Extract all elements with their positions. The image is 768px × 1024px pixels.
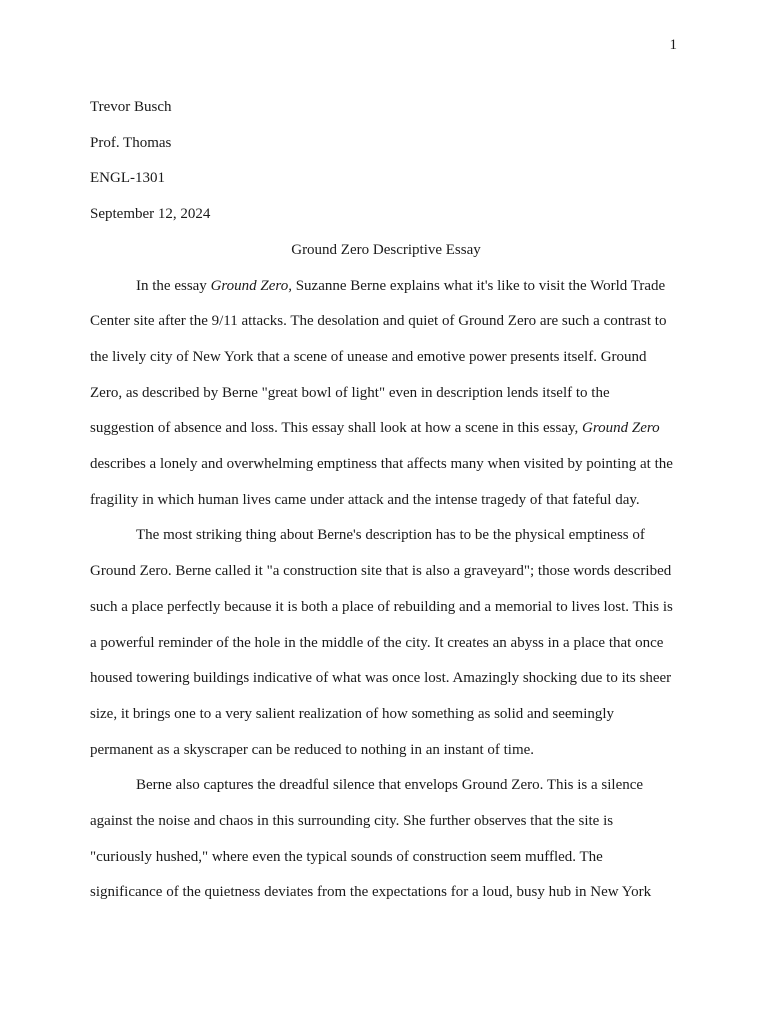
paragraph-line: significance of the quietness deviates from the expectations for a loud, busy hub in New York [90, 884, 652, 901]
document-body [90, 90, 682, 911]
paragraph-line [90, 269, 682, 305]
text-run: , Suzanne Berne explains what it's like to visit the World Trade [288, 277, 666, 294]
course-code: ENGL-1301 [90, 170, 165, 187]
paragraph-line: Zero, as described by Berne "great bowl of light" even in description lends itself to the [90, 384, 610, 401]
paragraph-line [90, 411, 682, 447]
page-number: 1 [669, 37, 677, 53]
paragraph-line: describes a lonely and overwhelming emptiness that affects many when visited by pointing at the [90, 456, 673, 473]
paragraph-3 [90, 768, 682, 911]
mla-heading [90, 90, 682, 233]
essay-date: September 12, 2024 [90, 206, 211, 223]
paragraph-line: permanent as a skyscraper can be reduced to nothing in an instant of time. [90, 741, 535, 758]
paragraph-line: against the noise and chaos in this surrounding city. She further observes that the site is [90, 813, 614, 830]
paragraph-line: a powerful reminder of the hole in the middle of the city. It creates an abyss in a place that once [90, 634, 664, 651]
paragraph-line: The most striking thing about Berne's description has to be the physical emptiness of [136, 527, 645, 544]
paragraph-2 [90, 518, 682, 768]
paragraph-line: the lively city of New York that a scene of unease and emotive power presents itself. Ground [90, 348, 647, 365]
paragraph-line: Center site after the 9/11 attacks. The desolation and quiet of Ground Zero are such a contrast to [90, 313, 667, 330]
paragraph-1 [90, 269, 682, 519]
text-run: In the essay [136, 277, 211, 294]
paragraph-line: fragility in which human lives came under attack and the intense tragedy of that fateful day. [90, 491, 640, 508]
paragraph-line: Ground Zero. Berne called it "a construction site that is also a graveyard"; those words described [90, 563, 672, 580]
text-run: suggestion of absence and loss. This essay shall look at how a scene in this essay, [90, 420, 582, 437]
paragraph-line: size, it brings one to a very salient realization of how something as solid and seemingly [90, 705, 615, 722]
instructor-name: Prof. Thomas [90, 134, 172, 151]
italic-title: Ground Zero [582, 420, 660, 437]
paragraph-line: Berne also captures the dreadful silence that envelops Ground Zero. This is a silence [136, 777, 644, 794]
italic-title: Ground Zero [210, 277, 289, 294]
paragraph-line: "curiously hushed," where even the typical sounds of construction seem muffled. The [90, 848, 603, 865]
paragraph-line: such a place perfectly because it is both a place of rebuilding and a memorial to lives lost. This is [90, 598, 673, 615]
paragraph-line: housed towering buildings indicative of what was once lost. Amazingly shocking due to its sheer [90, 670, 672, 687]
essay-title: Ground Zero Descriptive Essay [291, 241, 481, 258]
student-name: Trevor Busch [90, 99, 172, 115]
